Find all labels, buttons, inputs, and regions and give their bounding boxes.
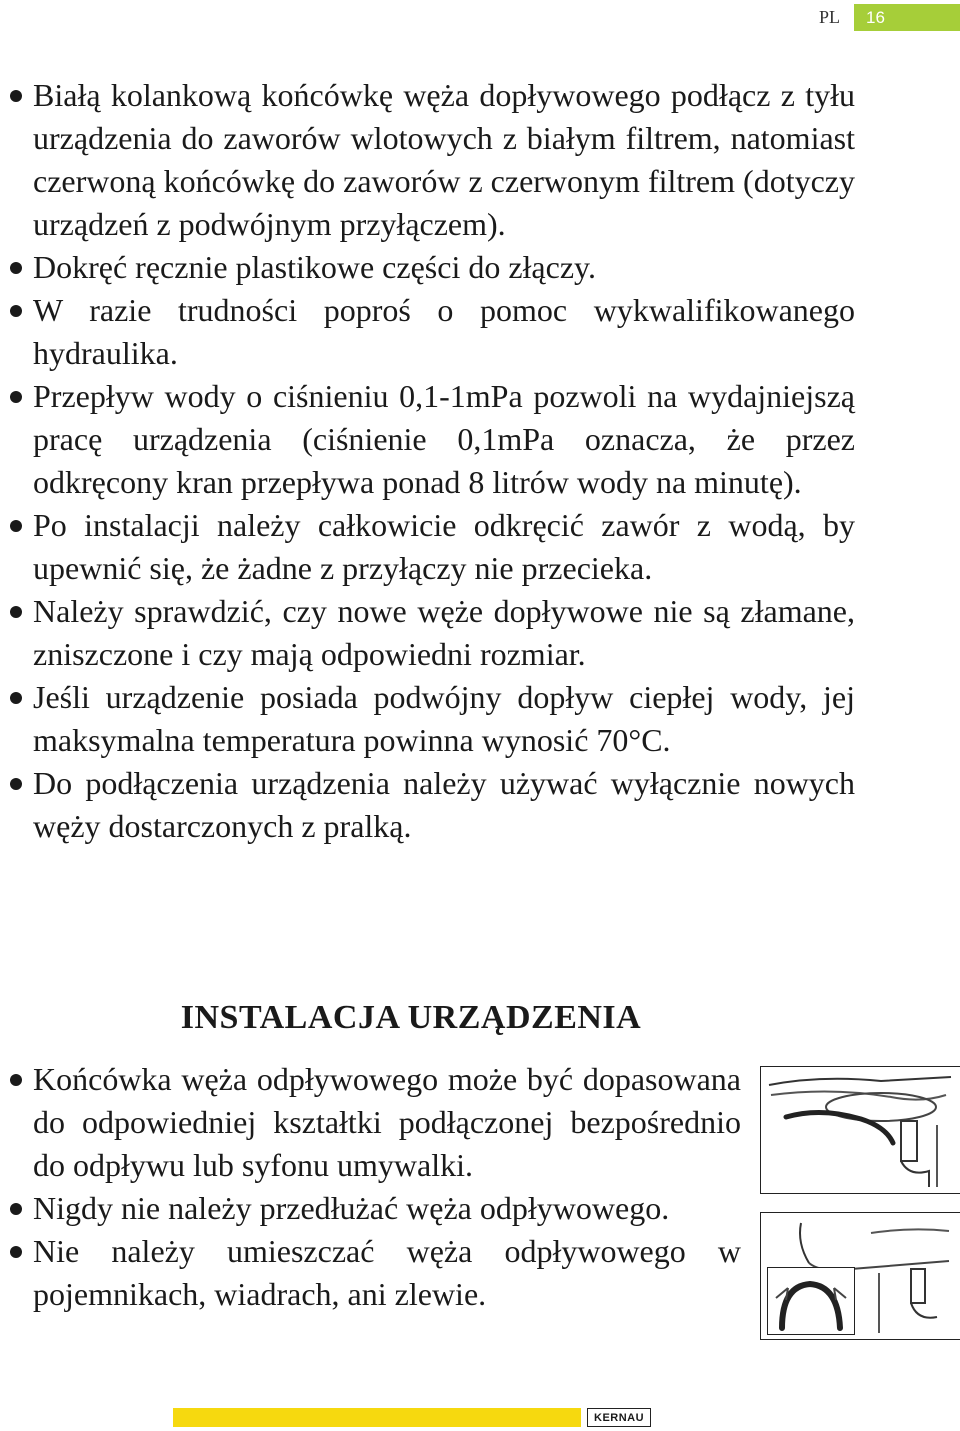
hose-bend-icon: [768, 1268, 854, 1334]
list-item: Białą kolankową końcówkę węża dopływowego podłącz z tyłu urządzenia do zaworów wlotowych z białym filtrem, natomiast czerwoną końcówkę do zaworów z czerwonym filtrem (dotyczy urządzeń z podwójnym przyłączem).: [33, 74, 855, 246]
list-item: Nie należy umieszczać węża odpływowego w pojemnikach, wiadrach, ani zlewie.: [33, 1230, 741, 1316]
instruction-list-connection: [33, 74, 855, 848]
instruction-list-installation: [33, 1058, 741, 1316]
list-item: Należy sprawdzić, czy nowe węże dopływowe nie są złamane, zniszczone i czy mają odpowiedni rozmiar.: [33, 590, 855, 676]
drain-hose-sink-illustration: [760, 1066, 960, 1194]
brand-logo: KERNAU: [587, 1408, 651, 1427]
list-item: Końcówka węża odpływowego może być dopasowana do odpowiedniej kształtki podłączonej bezpośrednio do odpływu lub syfonu umywalki.: [33, 1058, 741, 1187]
section-title: INSTALACJA URZĄDZENIA: [180, 999, 642, 1036]
footer-bar: [173, 1408, 581, 1427]
page-number: 16: [854, 4, 960, 31]
list-item: Jeśli urządzenie posiada podwójny dopływ ciepłej wody, jej maksymalna temperatura powinna wynosić 70°C.: [33, 676, 855, 762]
page-header: [819, 4, 960, 31]
list-item: Nigdy nie należy przedłużać węża odpływowego.: [33, 1187, 741, 1230]
drain-hose-siphon-illustration: [760, 1212, 960, 1340]
list-item: Dokręć ręcznie plastikowe części do złączy.: [33, 246, 855, 289]
list-item: W razie trudności poproś o pomoc wykwalifikowanego hydraulika.: [33, 289, 855, 375]
list-item: Po instalacji należy całkowicie odkręcić zawór z wodą, by upewnić się, że żadne z przyłączy nie przecieka.: [33, 504, 855, 590]
page-footer: [173, 1408, 651, 1427]
list-item: Przepływ wody o ciśnieniu 0,1-1mPa pozwoli na wydajniejszą pracę urządzenia (ciśnienie 0,1mPa oznacza, że przez odkręcony kran przepływa ponad 8 litrów wody na minutę).: [33, 375, 855, 504]
language-code: PL: [818, 7, 840, 27]
sink-drain-icon: [761, 1067, 960, 1193]
hose-bend-inset: [767, 1267, 855, 1335]
list-item: Do podłączenia urządzenia należy używać wyłącznie nowych węży dostarczonych z pralką.: [33, 762, 855, 848]
